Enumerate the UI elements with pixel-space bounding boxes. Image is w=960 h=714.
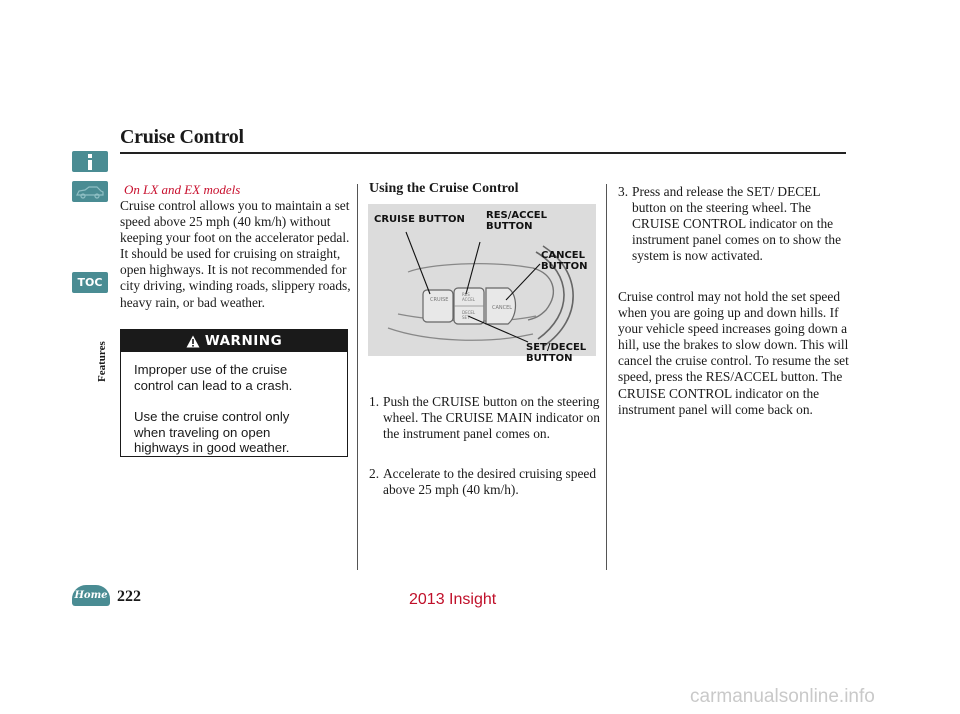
home-button[interactable] [72,585,110,606]
figure-label-set: SET/DECEL BUTTON [526,342,587,364]
step-2 [369,466,601,498]
model-note: On LX and EX models [124,182,241,197]
figure-label-cancel: CANCEL BUTTON [541,250,588,272]
section-heading: Using the Cruise Control [369,181,519,196]
warning-icon [186,335,200,348]
watermark: 2013 Insight [409,591,497,608]
step-3 [618,184,850,264]
title-rule [120,152,846,154]
section-tab [82,302,108,382]
figure-cancel-text: CANCEL [492,305,513,311]
column-divider [606,184,607,570]
figure-label-res: RES/ACCEL BUTTON [486,210,548,232]
home-label: Home [74,590,108,601]
page-title: Cruise Control [120,126,244,148]
speed-hold-paragraph: Cruise control may not hold the set speed when you are going up and down hills. If your vehicle speed increases going down a hill, use the brakes to slow down. This will cancel the cruise control. To resume the set speed, press the RES/ACCEL button. The CRUISE CONTROL indicator on the instrument panel will come back on. [618,289,849,417]
warning-box [120,329,348,457]
steering-wheel-figure [368,204,596,364]
step-number: 1. [369,394,380,409]
figure-res-text: RES ACCEL [462,292,476,302]
intro-paragraph: Cruise control allows you to maintain a set speed above 25 mph (40 km/h) without keeping your foot on the accelerator pedal. It should be used for cruising on straight, open highways. It is not recommended for city driving, winding roads, slippery roads, heavy rain, or bad weather. [120,198,351,310]
vehicle-button[interactable] [72,181,108,202]
warning-label: WARNING [204,333,283,349]
warning-text-2: Use the cruise control only when traveling on open highways in good weather. [134,409,290,456]
column-divider [357,184,358,570]
car-icon [75,185,105,199]
step-number: 2. [369,466,380,481]
warning-header [121,330,347,352]
figure-label-cruise: CRUISE BUTTON [374,214,465,225]
figure-set-text: DECEL SET [462,310,476,320]
info-icon [85,154,95,170]
step-text: Accelerate to the desired cruising speed above 25 mph (40 km/h). [383,466,597,498]
page-number: 222 [117,588,141,605]
site-watermark: carmanualsonline.info [690,686,875,707]
info-button[interactable] [72,151,108,172]
toc-button[interactable] [72,272,108,293]
section-label: Features [96,341,108,382]
step-text: Push the CRUISE button on the steering wheel. The CRUISE MAIN indicator on the instrument panel comes on. [383,394,600,442]
step-1 [369,394,601,442]
figure-cruise-text: CRUISE [430,297,449,303]
steering-wheel-drawing [368,204,596,356]
step-text: Press and release the SET/ DECEL button on the steering wheel. The CRUISE CONTROL indicator on the instrument panel comes on to show the system is now activated. [632,184,842,264]
toc-label: TOC [77,276,103,289]
step-number: 3. [618,184,629,199]
warning-body [121,352,347,456]
warning-text-1: Improper use of the cruise control can lead to a crash. [134,362,293,393]
